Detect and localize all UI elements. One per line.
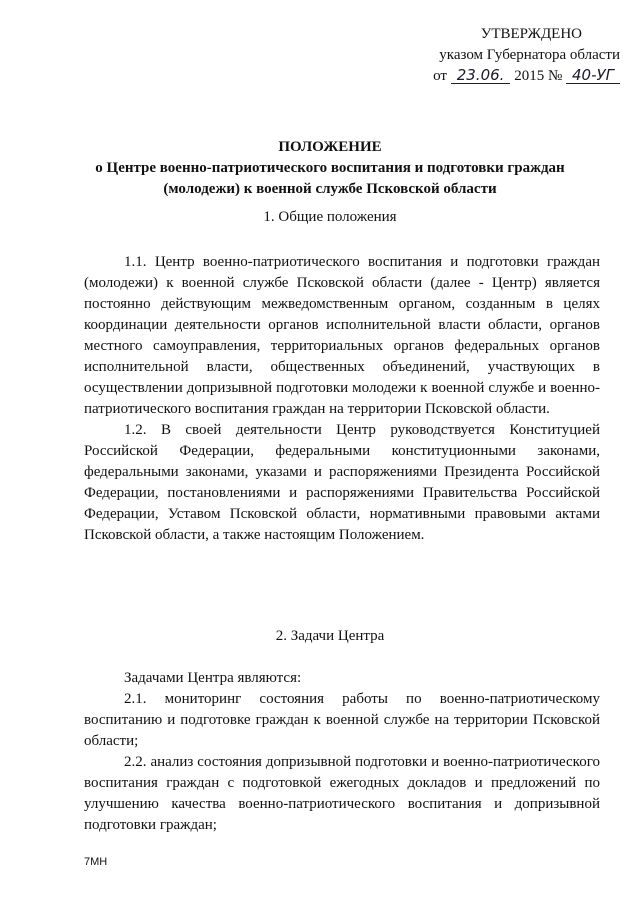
paragraph-1-1: 1.1. Центр военно-патриотического воспитания и подготовки граждан (молодежи) к военной службе Псковской области (далее - Центр) является постоянно действующим межведомственным органом, созданным в целях координации деятельности органов исполнительной власти области, органов местного самоуправления, территориальных органов федеральных органов исполнительной власти, общественных объединений, участвующих в осуществлении допризывной подготовки молодежи к военной службе и военно-патриотического воспитания граждан на территории Псковской области. — [84, 254, 600, 417]
approval-year: 2015 № — [514, 68, 563, 84]
paragraph-2-intro: Задачами Центра являются: — [124, 670, 302, 686]
approval-date-prefix: от — [433, 68, 447, 84]
section-2-heading: 2. Задачи Центра — [275, 628, 385, 644]
document-title — [60, 137, 600, 200]
approval-authority: указом Губернатора области — [439, 47, 620, 63]
paragraph-2-2: 2.2. анализ состояния допризывной подготовки и военно-патриотического воспитания граждан с подготовкой ежегодных докладов и предложений по улучшению качества военно-патриотического воспитания и допризывной подготовки граждан; — [84, 754, 600, 833]
approval-date-line — [390, 66, 620, 87]
handwritten-date: 23.06. — [451, 67, 511, 84]
approval-stamp — [390, 24, 620, 87]
title-subtitle: о Центре военно-патриотического воспитания и подготовки граждан (молодежи) к военной службе Псковской области — [95, 160, 565, 197]
footer-code: 7МН — [84, 856, 108, 868]
title-heading: ПОЛОЖЕНИЕ — [278, 139, 382, 155]
section-1-heading: 1. Общие положения — [263, 209, 397, 225]
paragraph-1-2: 1.2. В своей деятельности Центр руководствуется Конституцией Российской Федерации, федеральными конституционными законами, федеральными законами, указами и распоряжениями Президента Российской Федерации, постановлениями и распоряжениями Правительства Российской Федерации, Уставом Псковской области, нормативными правовыми актами Псковской области, а также настоящим Положением. — [84, 422, 600, 543]
section-1-body — [84, 252, 600, 546]
section-2-body — [84, 668, 600, 836]
approval-title: УТВЕРЖДЕНО — [480, 26, 582, 42]
handwritten-number: 40-УГ — [566, 67, 620, 84]
paragraph-2-1: 2.1. мониторинг состояния работы по военно-патриотическому воспитанию и подготовке граждан к военной службе на территории Псковской области; — [84, 691, 600, 749]
